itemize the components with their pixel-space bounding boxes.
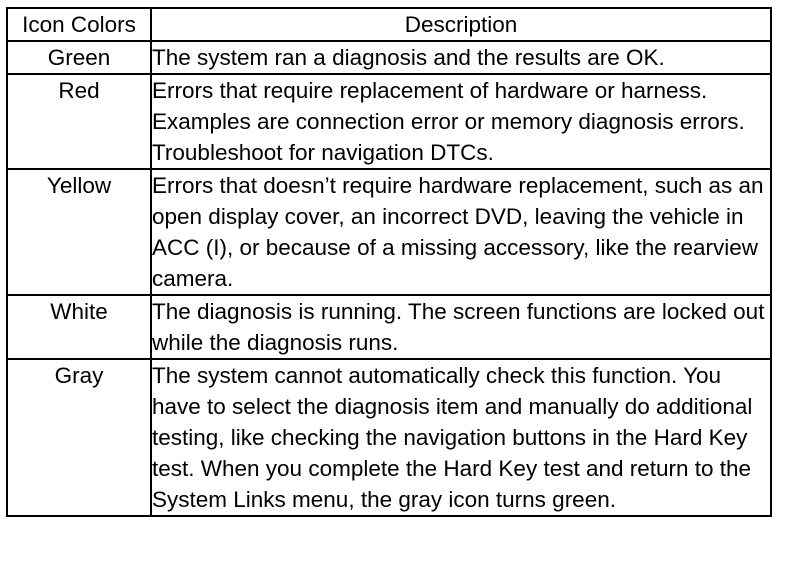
color-cell: Green xyxy=(7,41,151,74)
header-icon-colors: Icon Colors xyxy=(7,8,151,41)
color-cell: Red xyxy=(7,74,151,169)
description-cell: Errors that doesn’t require hardware replacement, such as an open display cover, an incorrect DVD, leaving the vehicle in ACC (I), or because of a missing accessory, like the rearview camera. xyxy=(151,169,771,295)
color-cell: White xyxy=(7,295,151,359)
table-row-yellow xyxy=(7,169,771,295)
description-cell: The system cannot automatically check this function. You have to select the diagnosis item and manually do additional testing, like checking the navigation buttons in the Hard Key test. When you complete the Hard Key test and return to the System Links menu, the gray icon turns green. xyxy=(151,359,771,516)
header-description: Description xyxy=(151,8,771,41)
table-row-gray xyxy=(7,359,771,516)
table-header-row xyxy=(7,8,771,41)
table-row-red xyxy=(7,74,771,169)
table-row-white xyxy=(7,295,771,359)
description-cell: The system ran a diagnosis and the results are OK. xyxy=(151,41,771,74)
description-cell: The diagnosis is running. The screen functions are locked out while the diagnosis runs. xyxy=(151,295,771,359)
description-cell: Errors that require replacement of hardware or harness. Examples are connection error or memory diagnosis errors. Troubleshoot for navigation DTCs. xyxy=(151,74,771,169)
icon-colors-table xyxy=(6,7,772,517)
color-cell: Gray xyxy=(7,359,151,516)
table-row-green xyxy=(7,41,771,74)
color-cell: Yellow xyxy=(7,169,151,295)
